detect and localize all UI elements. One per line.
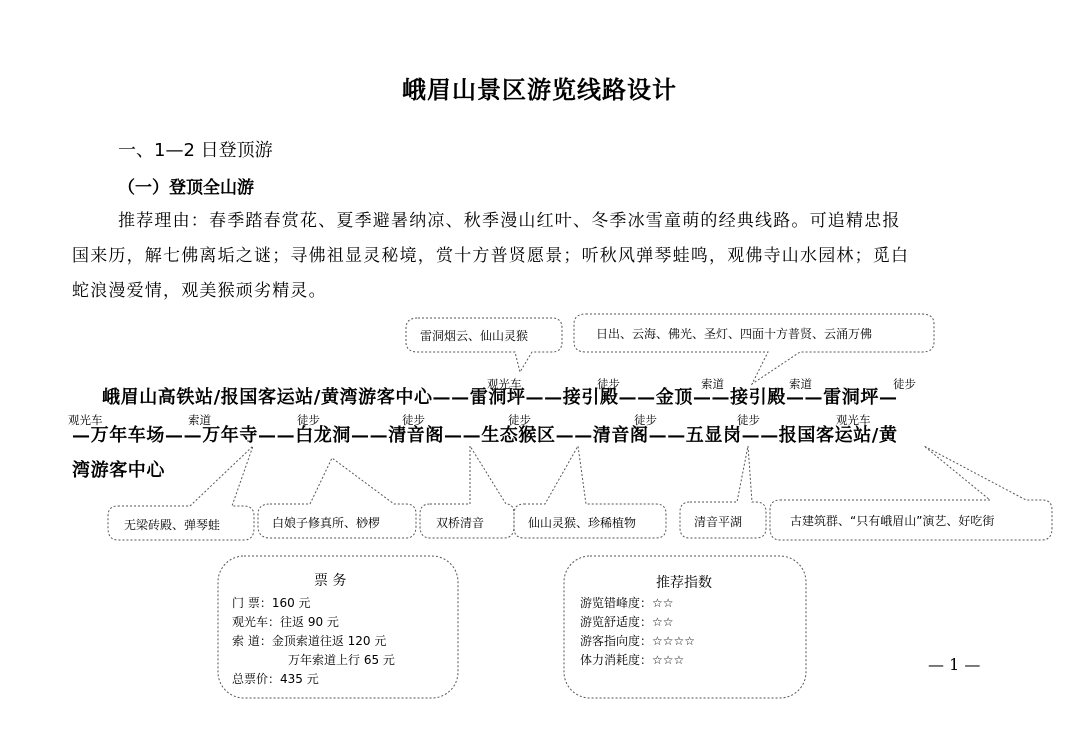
callout-text-houqu: 仙山灵猴、珍稀植物 [528,516,637,530]
tickets-line: 总票价：435 元 [232,672,319,686]
tickets-line: 万年索道上行 65 元 [288,653,395,667]
reason-paragraph-line-1: 推荐理由：春季踏春赏花、夏季避暑纳凉、秋季漫山红叶、冬季冰雪童萌的经典线路。可追精忠报 [118,211,901,231]
transport-label: 索道 [188,413,211,427]
callout-text-jinding: 日出、云海、佛光、圣灯、四面十方普贤、云涌万佛 [596,327,873,341]
transport-label: 徒步 [508,413,531,427]
route-line-2: —万年车场——万年寺——白龙洞——清音阁——生态猴区——清音阁——五显岗——报国客运站/黄 [72,425,898,446]
callout-text-bailong: 白娘子修真所、桫椤 [272,516,381,530]
reason-paragraph-line-3: 蛇浪漫爱情，观美猴顽劣精灵。 [72,281,327,301]
transport-label: 观光车 [68,413,103,427]
page-title: 峨眉山景区游览线路设计 [402,75,677,104]
tickets-line: 门 票：160 元 [232,596,311,610]
tickets-line: 索 道：金顶索道往返 120 元 [232,634,387,648]
transport-label: 索道 [701,377,724,391]
transport-label: 观光车 [487,377,522,391]
reason-paragraph-line-2: 国来历，解七佛离垢之谜；寻佛祖显灵秘境，赏十方普贤愿景；听秋风弹琴蛙鸣，观佛寺山水园林；觅白 [72,246,910,266]
index-line: 游客指向度：☆☆☆☆ [580,634,696,648]
index-line: 游览舒适度：☆☆ [580,615,674,629]
index-line: 体力消耗度：☆☆☆ [580,653,685,667]
transport-label: 徒步 [297,413,320,427]
index-line: 游览错峰度：☆☆ [580,596,674,610]
index-title: 推荐指数 [656,575,712,591]
route-line-1: 峨眉山高铁站/报国客运站/黄湾游客中心——雷洞坪——接引殿——金顶——接引殿——雷洞坪— [102,387,898,408]
transport-label: 徒步 [597,377,620,391]
section-heading-2: （一）登顶全山游 [118,178,254,198]
callout-text-baoguo: 古建筑群、“只有峨眉山”演艺、好吃街 [790,514,995,528]
transport-label: 徒步 [402,413,425,427]
transport-label: 徒步 [893,377,916,391]
transport-label: 徒步 [737,413,760,427]
tickets-title: 票 务 [314,573,347,589]
callout-text-wuxian: 清音平湖 [694,515,743,529]
callout-text-wannian: 无梁砖殿、弹琴蛙 [124,518,221,532]
callout-text-leidong: 雷洞烟云、仙山灵猴 [420,329,529,343]
transport-label: 观光车 [836,413,871,427]
callout-text-qingyin: 双桥清音 [436,516,485,530]
transport-label: 索道 [789,377,812,391]
transport-label: 徒步 [634,413,657,427]
route-line-3: 湾游客中心 [72,460,165,481]
tickets-line: 观光车：往返 90 元 [232,615,339,629]
page-number: — 1 — [928,655,981,674]
section-heading-1: 一、1—2 日登顶游 [118,140,273,161]
